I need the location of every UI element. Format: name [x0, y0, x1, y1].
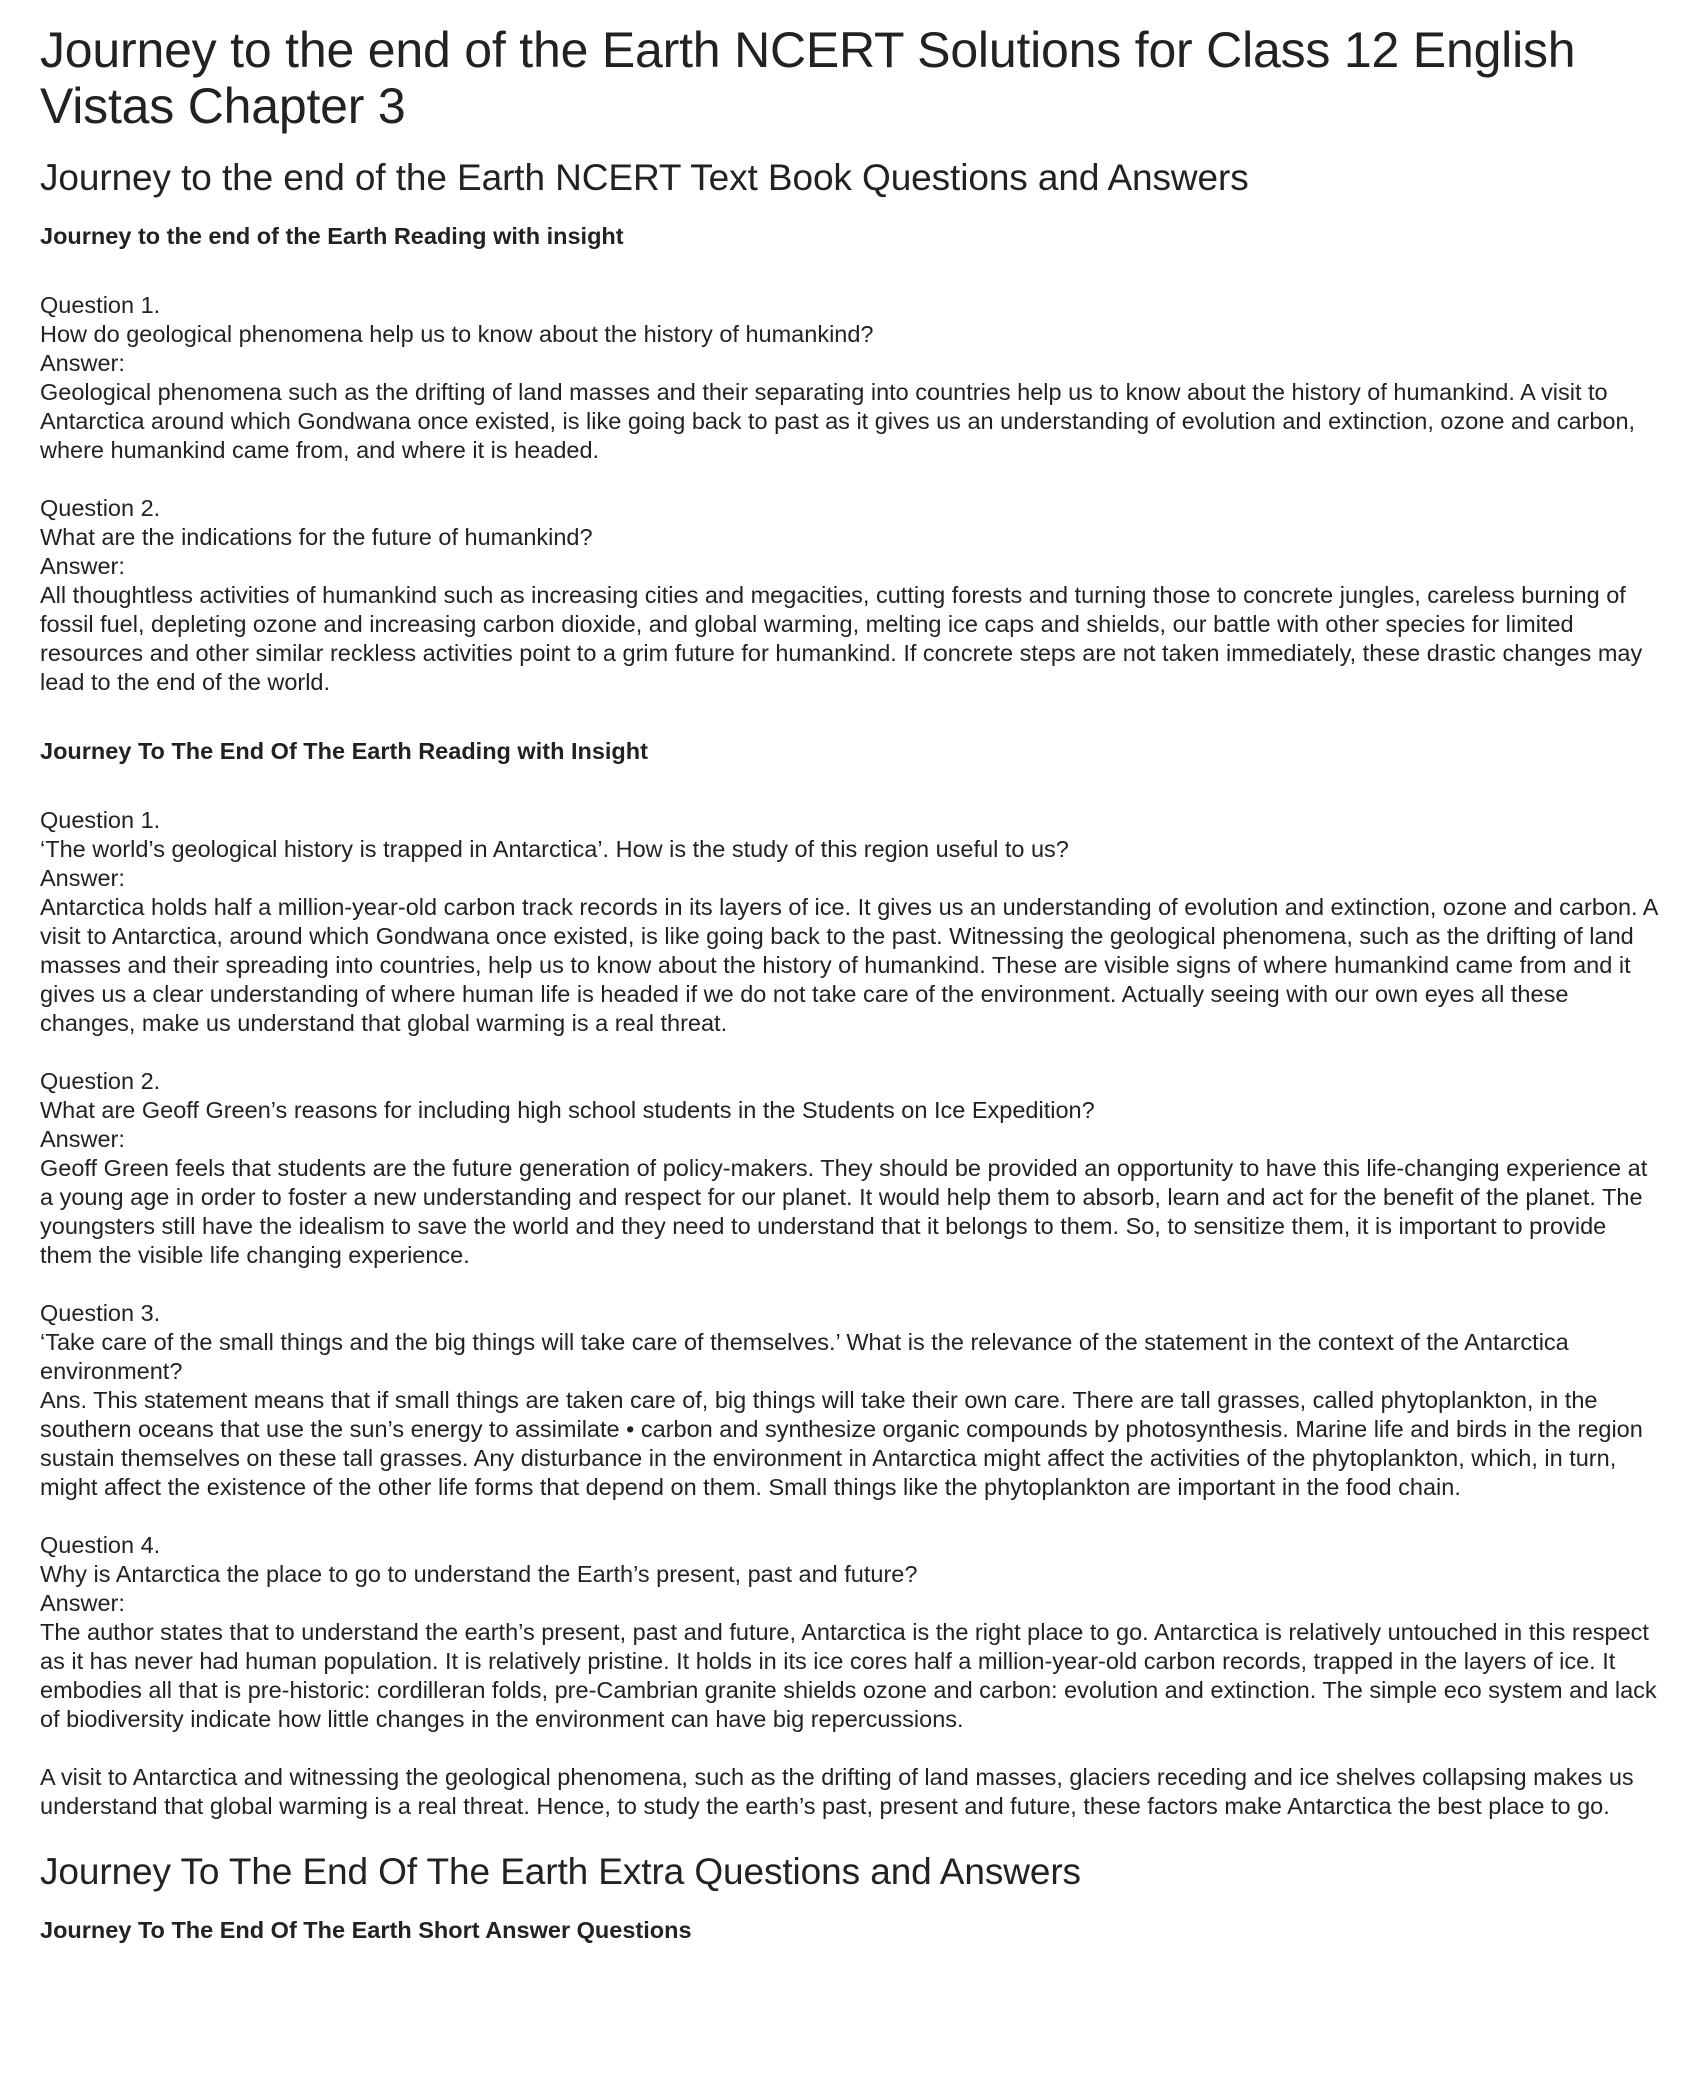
- answer-continued-paragraph: A visit to Antarctica and witnessing the geological phenomena, such as the drifting of land masses, glaciers receding and ice shelves collapsing makes us understand that global warming is a real threat. Hence, to study the earth’s past, present and future, these factors make Antarctica the best place to go.: [40, 1764, 1634, 1819]
- subheading-reading-with-insight-1: Journey to the end of the Earth Reading with insight: [40, 223, 624, 249]
- answer-text: All thoughtless activities of humankind such as increasing cities and megacities, cutting forests and turning those to concrete jungles, careless burning of fossil fuel, depleting ozone and increasing carbon dioxide, and global warming, melting ice caps and shields, our battle with other species for limited resources and other similar reckless activities point to a grim future for humankind. If concrete steps are not taken immediately, these drastic changes may lead to the end of the world.: [40, 582, 1643, 695]
- section-heading-extra-qa: Journey To The End Of The Earth Extra Questions and Answers: [40, 1851, 1081, 1892]
- subheading-reading-with-insight-2: Journey To The End Of The Earth Reading with Insight: [40, 738, 648, 764]
- section-heading-textbook-qa: Journey to the end of the Earth NCERT Text Book Questions and Answers: [40, 157, 1249, 198]
- question-label: Question 1.: [40, 807, 161, 833]
- qa-block: [40, 1531, 1660, 1734]
- answer-label: Answer:: [40, 350, 125, 376]
- qa-block: [40, 494, 1660, 697]
- question-text: Why is Antarctica the place to go to understand the Earth’s present, past and future?: [40, 1561, 918, 1587]
- question-text: ‘The world’s geological history is trapped in Antarctica’. How is the study of this region useful to us?: [40, 836, 1069, 862]
- question-text: What are the indications for the future of humankind?: [40, 524, 593, 550]
- question-text: How do geological phenomena help us to know about the history of humankind?: [40, 321, 874, 347]
- question-label: Question 2.: [40, 1068, 161, 1094]
- question-label: Question 1.: [40, 292, 161, 318]
- answer-text: Geological phenomena such as the drifting of land masses and their separating into countries help us to know about the history of humankind. A visit to Antarctica around which Gondwana once existed, is like going back to past as it gives us an understanding of evolution and extinction, ozone and carbon, where humankind came from, and where it is headed.: [40, 379, 1636, 463]
- qa-block: [40, 1067, 1660, 1270]
- subheading-short-answer-questions: Journey To The End Of The Earth Short Answer Questions: [40, 1917, 692, 1943]
- question-text: What are Geoff Green’s reasons for including high school students in the Students on Ice Expedition?: [40, 1097, 1095, 1123]
- question-text: ‘Take care of the small things and the big things will take care of themselves.’ What is the relevance of the statement in the context of the Antarctica environment?: [40, 1329, 1569, 1384]
- answer-label: Answer:: [40, 553, 125, 579]
- answer-text: Geoff Green feels that students are the future generation of policy-makers. They should be provided an opportunity to have this life-changing experience at a young age in order to foster a new understanding and respect for our planet. It would help them to absorb, learn and act for the benefit of the planet. The youngsters still have the idealism to save the world and they need to understand that it belongs to them. So, to sensitize them, it is important to provide them the visible life changing experience.: [40, 1155, 1648, 1268]
- answer-label: Answer:: [40, 865, 125, 891]
- answer-text: Ans. This statement means that if small things are taken care of, big things will take their own care. There are tall grasses, called phytoplankton, in the southern oceans that use the sun’s energy to assimilate • carbon and synthesize organic compounds by photosynthesis. Marine life and birds in the region sustain themselves on these tall grasses. Any disturbance in the environment in Antarctica might affect the activities of the phytoplankton, which, in turn, might affect the existence of the other life forms that depend on them. Small things like the phytoplankton are important in the food chain.: [40, 1387, 1643, 1500]
- answer-text: Antarctica holds half a million-year-old carbon track records in its layers of ice. It gives us an understanding of evolution and extinction, ozone and carbon. A visit to Antarctica, around which Gondwana once existed, is like going back to the past. Witnessing the geological phenomena, such as the drifting of land masses and their spreading into countries, help us to know about the history of humankind. These are visible signs of where humankind came from and it gives us a clear understanding of where human life is headed if we do not take care of the environment. Actually seeing with our own eyes all these changes, make us understand that global warming is a real threat.: [40, 894, 1658, 1036]
- answer-label: Answer:: [40, 1126, 125, 1152]
- qa-block: [40, 1299, 1660, 1502]
- answer-text: The author states that to understand the earth’s present, past and future, Antarctica is the right place to go. Antarctica is relatively untouched in this respect as it has never had human population. It is relatively pristine. It holds in its ice cores half a million-year-old carbon records, trapped in the layers of ice. It embodies all that is pre-historic: cordilleran folds, pre-Cambrian granite shields ozone and carbon: evolution and extinction. The simple eco system and lack of biodiversity indicate how little changes in the environment can have big repercussions.: [40, 1619, 1657, 1732]
- qa-block: [40, 291, 1660, 465]
- question-label: Question 2.: [40, 495, 161, 521]
- qa-block: [40, 806, 1660, 1038]
- page-title: Journey to the end of the Earth NCERT Solutions for Class 12 English Vistas Chapter 3: [40, 22, 1576, 134]
- question-label: Question 4.: [40, 1532, 161, 1558]
- question-label: Question 3.: [40, 1300, 161, 1326]
- answer-label: Answer:: [40, 1590, 125, 1616]
